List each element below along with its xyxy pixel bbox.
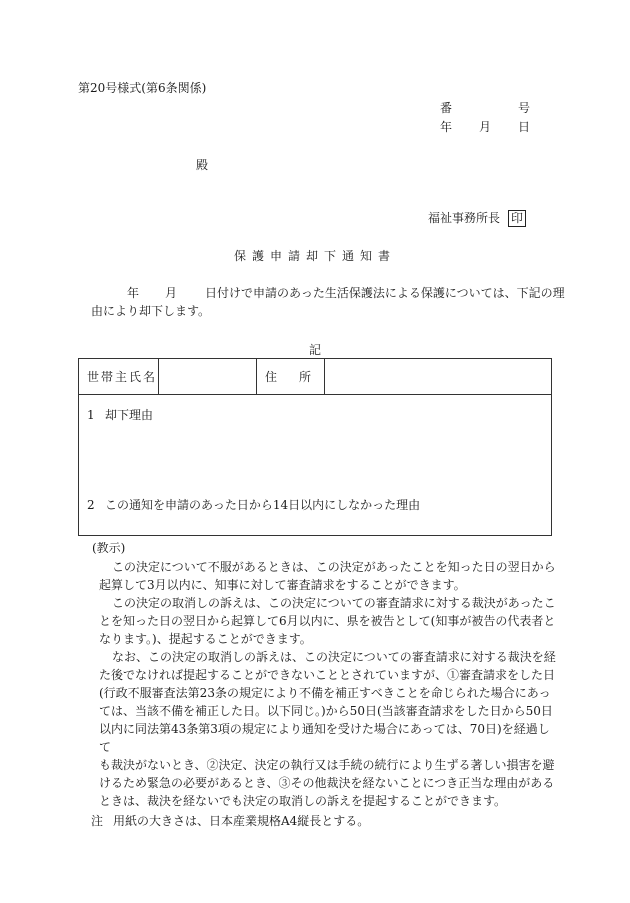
kyouji-line: も裁決がないとき、②決定、決定の執行又は手続の続行により生ずる著しい損害を避: [99, 758, 555, 772]
address-value: [325, 359, 551, 395]
kyouji-line: この決定の取消しの訴えは、この決定についての審査請求に対する裁決があったこ: [112, 596, 556, 610]
number-label: 番: [440, 101, 453, 115]
kyouji-line: この決定について不服があるときは、この決定があったことを知った日の翌日から: [112, 560, 556, 574]
date-day: 日: [517, 120, 530, 134]
number-suffix: 号: [517, 101, 530, 115]
kyouji-label: (教示): [92, 541, 126, 555]
kyouji-line: なります。)、提起することができます。: [99, 632, 312, 646]
intro-paragraph: [84, 284, 565, 320]
kyouji-line: なお、この決定の取消しの訴えは、この決定についての審査請求に対する裁決を経: [112, 650, 556, 664]
reason2-number: 2: [87, 498, 95, 512]
reason2-label: この通知を申請のあった日から14日以内にしなかった理由: [105, 498, 421, 512]
date-month: 月: [478, 120, 491, 134]
issuer-title: 福祉事務所長: [428, 211, 501, 225]
householder-value: [159, 359, 257, 395]
kyouji-text: [99, 558, 557, 810]
intro-year: 年: [127, 286, 140, 300]
footnote: [91, 813, 369, 829]
note-text: 用紙の大きさは、日本産業規格A4縦長とする。: [113, 814, 370, 828]
form-number: 第20号様式(第6条関係): [78, 81, 207, 95]
kyouji-line: ときは、裁決を経ないでも決定の取消しの訴えを提起することができます。: [99, 794, 507, 808]
kyouji-line: 以内に同法第43条第3項の規定により通知を受けた場合にあっては、70日)を経過して: [99, 722, 550, 754]
issuer-line: [428, 210, 526, 227]
kyouji-line: (行政不服審査法第23条の規定により不備を補正すべきことを命じられた場合にあっ: [99, 686, 551, 700]
kyouji-line: ては、当該不備を補正した日。以下同じ。)から50日(当該審査請求をした日から50日: [99, 704, 553, 718]
addressee-suffix: 殿: [196, 158, 209, 172]
kyouji-line: た後でなければ提起することができないこととされていますが、①審査請求をした日: [99, 668, 556, 682]
kyouji-line: とを知った日の翌日から起算して6月以内に、県を被告として(知事が被告の代表者と: [99, 614, 556, 628]
householder-label: 世帯主氏名: [79, 359, 159, 395]
seal-mark: 印: [508, 210, 526, 227]
ki-heading: 記: [308, 343, 321, 357]
intro-month: 月: [165, 286, 178, 300]
delay-reason: [87, 497, 420, 513]
date-year: 年: [440, 120, 453, 134]
main-table: [78, 358, 552, 536]
kyouji-line: 起算して3月以内に、知事に対して審査請求をすることができます。: [99, 578, 466, 592]
note-label: 注: [91, 814, 104, 828]
address-label-a: 住: [265, 369, 278, 384]
reason1-label: 却下理由: [105, 408, 154, 422]
address-label: [257, 359, 325, 395]
document-title: 保護申請却下通知書: [233, 249, 396, 263]
document-number-line: [440, 100, 530, 116]
kyouji-line: けるため緊急の必要があるとき、③その他裁決を経ないことにつき正当な理由がある: [99, 776, 555, 790]
header-row: [79, 359, 551, 395]
reason1-number: 1: [87, 408, 95, 422]
address-label-b: 所: [299, 369, 312, 384]
document-date-line: [440, 119, 530, 135]
intro-line2: 由により却下します。: [91, 304, 211, 318]
intro-line1: 日付けで申請のあった生活保護法による保護については、下記の理: [205, 286, 565, 300]
rejection-reason: [87, 407, 153, 423]
